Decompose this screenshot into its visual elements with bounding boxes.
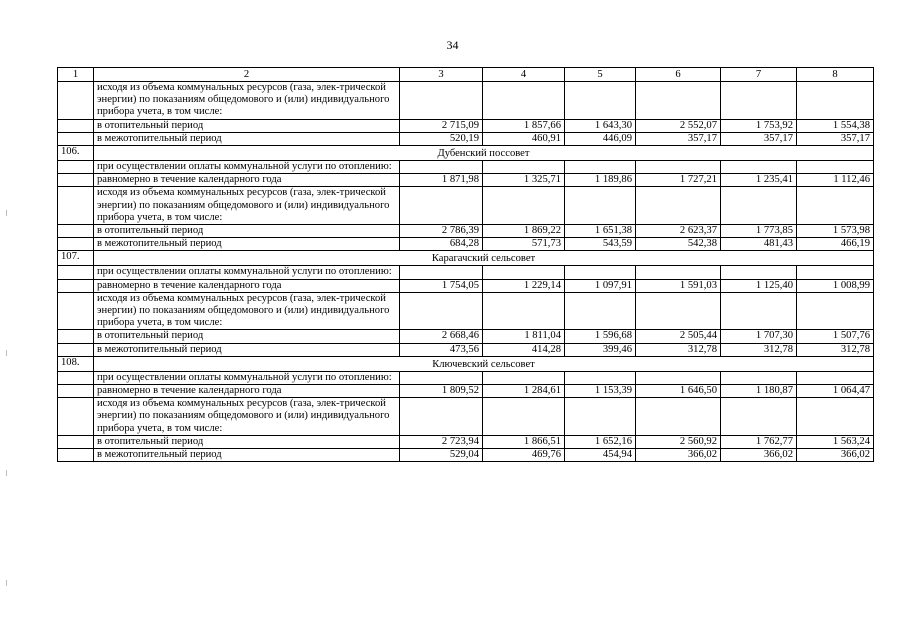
header-cell: 4 — [483, 68, 565, 82]
header-cell: 3 — [400, 68, 483, 82]
value-cell-col5: 1 189,86 — [565, 174, 636, 187]
value-cell-col4: 1 325,71 — [483, 174, 565, 187]
row-description: в межотопительный период — [94, 238, 400, 251]
label-row — [58, 161, 874, 174]
value-cell-col8: 1 064,47 — [797, 385, 874, 398]
section-title: Карагачский сельсовет — [94, 251, 874, 266]
value-cell-col7: 312,78 — [721, 343, 797, 356]
value-cell-col5 — [565, 371, 636, 384]
row-description: равномерно в течение календарного года — [94, 174, 400, 187]
row-number — [58, 266, 94, 279]
value-cell-col7: 1 235,41 — [721, 174, 797, 187]
value-cell-col4: 1 857,66 — [483, 119, 565, 132]
row-number — [58, 292, 94, 330]
row-description: исходя из объема коммунальных ресурсов (газа, элек-трической энергии) по показаниям общедомового и (или) индивидуального прибора учета, в том числе: — [94, 82, 400, 120]
value-cell-col5: 1 097,91 — [565, 279, 636, 292]
value-cell-col7: 1 753,92 — [721, 119, 797, 132]
value-cell-col6 — [636, 187, 721, 225]
value-cell-col6: 2 505,44 — [636, 330, 721, 343]
row-number — [58, 385, 94, 398]
value-cell-col6: 366,02 — [636, 449, 721, 462]
label-row — [58, 82, 874, 120]
value-cell-col5 — [565, 82, 636, 120]
value-cell-col5 — [565, 187, 636, 225]
value-cell-col4: 414,28 — [483, 343, 565, 356]
section-row — [58, 356, 874, 371]
value-cell-col6: 1 727,21 — [636, 174, 721, 187]
value-cell-col5: 1 652,16 — [565, 435, 636, 448]
label-row — [58, 371, 874, 384]
scan-edge-mark — [6, 470, 7, 476]
row-description: равномерно в течение календарного года — [94, 385, 400, 398]
row-number — [58, 161, 94, 174]
row-number: 106. — [58, 146, 94, 161]
value-cell-col7: 1 180,87 — [721, 385, 797, 398]
value-cell-col4 — [483, 266, 565, 279]
value-cell-col3 — [400, 161, 483, 174]
value-cell-col6: 2 623,37 — [636, 225, 721, 238]
value-cell-col5 — [565, 398, 636, 436]
value-cell-col3: 684,28 — [400, 238, 483, 251]
value-cell-col8: 1 563,24 — [797, 435, 874, 448]
row-number — [58, 132, 94, 145]
value-cell-col4: 469,76 — [483, 449, 565, 462]
row-number — [58, 398, 94, 436]
row-description: при осуществлении оплаты коммунальной услуги по отоплению: — [94, 371, 400, 384]
value-cell-col8: 366,02 — [797, 449, 874, 462]
row-number: 108. — [58, 356, 94, 371]
row-description: в межотопительный период — [94, 449, 400, 462]
value-cell-col6 — [636, 266, 721, 279]
row-description: в отопительный период — [94, 119, 400, 132]
section-row — [58, 146, 874, 161]
value-cell-col4 — [483, 82, 565, 120]
header-cell: 2 — [94, 68, 400, 82]
value-cell-col8: 466,19 — [797, 238, 874, 251]
page-number: 34 — [446, 38, 459, 52]
row-number — [58, 330, 94, 343]
value-cell-col8: 1 008,99 — [797, 279, 874, 292]
value-cell-col6: 542,38 — [636, 238, 721, 251]
value-cell-col3: 2 715,09 — [400, 119, 483, 132]
row-number — [58, 187, 94, 225]
row-description: при осуществлении оплаты коммунальной услуги по отоплению: — [94, 161, 400, 174]
value-cell-col7 — [721, 292, 797, 330]
value-cell-col6: 357,17 — [636, 132, 721, 145]
row-description: в отопительный период — [94, 435, 400, 448]
table-row — [58, 330, 874, 343]
value-cell-col7 — [721, 398, 797, 436]
value-cell-col8 — [797, 82, 874, 120]
value-cell-col3 — [400, 82, 483, 120]
value-cell-col8 — [797, 266, 874, 279]
value-cell-col3 — [400, 266, 483, 279]
value-cell-col7 — [721, 187, 797, 225]
value-cell-col4: 1 284,61 — [483, 385, 565, 398]
value-cell-col7: 481,43 — [721, 238, 797, 251]
value-cell-col3 — [400, 292, 483, 330]
row-description: в отопительный период — [94, 330, 400, 343]
value-cell-col5: 454,94 — [565, 449, 636, 462]
value-cell-col4: 1 869,22 — [483, 225, 565, 238]
value-cell-col5 — [565, 292, 636, 330]
value-cell-col6: 1 646,50 — [636, 385, 721, 398]
value-cell-col4: 1 229,14 — [483, 279, 565, 292]
row-number — [58, 174, 94, 187]
label-row — [58, 398, 874, 436]
value-cell-col3 — [400, 398, 483, 436]
value-cell-col4: 571,73 — [483, 238, 565, 251]
table-row — [58, 132, 874, 145]
scan-edge-mark — [6, 210, 7, 216]
value-cell-col8: 312,78 — [797, 343, 874, 356]
row-number — [58, 82, 94, 120]
value-cell-col8: 1 554,38 — [797, 119, 874, 132]
value-cell-col8 — [797, 292, 874, 330]
section-title: Дубенский поссовет — [94, 146, 874, 161]
value-cell-col4 — [483, 161, 565, 174]
value-cell-col5 — [565, 266, 636, 279]
value-cell-col8 — [797, 398, 874, 436]
value-cell-col6 — [636, 292, 721, 330]
value-cell-col6 — [636, 82, 721, 120]
row-description: исходя из объема коммунальных ресурсов (газа, элек-трической энергии) по показаниям общедомового и (или) индивидуального прибора учета, в том числе: — [94, 187, 400, 225]
value-cell-col7 — [721, 371, 797, 384]
value-cell-col4 — [483, 187, 565, 225]
value-cell-col3: 2 786,39 — [400, 225, 483, 238]
label-row — [58, 187, 874, 225]
row-number — [58, 279, 94, 292]
row-number — [58, 435, 94, 448]
row-description: в межотопительный период — [94, 343, 400, 356]
table-row — [58, 119, 874, 132]
value-cell-col7: 1 773,85 — [721, 225, 797, 238]
table-row — [58, 435, 874, 448]
row-number — [58, 343, 94, 356]
value-cell-col3: 520,19 — [400, 132, 483, 145]
table-body — [58, 68, 874, 462]
label-row — [58, 292, 874, 330]
table-row — [58, 449, 874, 462]
table-row — [58, 174, 874, 187]
table-row — [58, 279, 874, 292]
value-cell-col3: 529,04 — [400, 449, 483, 462]
header-cell: 6 — [636, 68, 721, 82]
value-cell-col7 — [721, 82, 797, 120]
value-cell-col6 — [636, 161, 721, 174]
row-number — [58, 371, 94, 384]
row-description: в отопительный период — [94, 225, 400, 238]
row-description: исходя из объема коммунальных ресурсов (газа, элек-трической энергии) по показаниям общедомового и (или) индивидуального прибора учета, в том числе: — [94, 398, 400, 436]
label-row — [58, 266, 874, 279]
section-title: Ключевский сельсовет — [94, 356, 874, 371]
table-row — [58, 343, 874, 356]
table-row — [58, 385, 874, 398]
value-cell-col5 — [565, 161, 636, 174]
value-cell-col7 — [721, 161, 797, 174]
value-cell-col7: 366,02 — [721, 449, 797, 462]
value-cell-col3: 1 871,98 — [400, 174, 483, 187]
value-cell-col6: 312,78 — [636, 343, 721, 356]
value-cell-col8: 357,17 — [797, 132, 874, 145]
value-cell-col6: 1 591,03 — [636, 279, 721, 292]
value-cell-col7: 1 125,40 — [721, 279, 797, 292]
value-cell-col6: 2 552,07 — [636, 119, 721, 132]
value-cell-col8 — [797, 187, 874, 225]
row-number — [58, 225, 94, 238]
value-cell-col5: 1 596,68 — [565, 330, 636, 343]
header-cell: 1 — [58, 68, 94, 82]
value-cell-col3: 473,56 — [400, 343, 483, 356]
header-cell: 8 — [797, 68, 874, 82]
row-description: равномерно в течение календарного года — [94, 279, 400, 292]
value-cell-col3: 2 668,46 — [400, 330, 483, 343]
value-cell-col4 — [483, 398, 565, 436]
section-row — [58, 251, 874, 266]
value-cell-col3: 1 754,05 — [400, 279, 483, 292]
tariff-table — [57, 67, 874, 462]
value-cell-col5: 543,59 — [565, 238, 636, 251]
value-cell-col4: 1 866,51 — [483, 435, 565, 448]
value-cell-col5: 1 651,38 — [565, 225, 636, 238]
value-cell-col8 — [797, 161, 874, 174]
value-cell-col8 — [797, 371, 874, 384]
value-cell-col5: 1 643,30 — [565, 119, 636, 132]
value-cell-col3 — [400, 371, 483, 384]
value-cell-col7 — [721, 266, 797, 279]
value-cell-col4 — [483, 371, 565, 384]
scan-edge-mark — [6, 580, 7, 586]
header-row — [58, 68, 874, 82]
value-cell-col5: 399,46 — [565, 343, 636, 356]
value-cell-col4: 1 811,04 — [483, 330, 565, 343]
row-description: при осуществлении оплаты коммунальной услуги по отоплению: — [94, 266, 400, 279]
value-cell-col6: 2 560,92 — [636, 435, 721, 448]
row-number — [58, 449, 94, 462]
header-cell: 5 — [565, 68, 636, 82]
header-cell: 7 — [721, 68, 797, 82]
value-cell-col3: 1 809,52 — [400, 385, 483, 398]
row-number — [58, 119, 94, 132]
value-cell-col8: 1 112,46 — [797, 174, 874, 187]
value-cell-col8: 1 507,76 — [797, 330, 874, 343]
value-cell-col7: 1 762,77 — [721, 435, 797, 448]
value-cell-col3 — [400, 187, 483, 225]
table-row — [58, 225, 874, 238]
row-description: исходя из объема коммунальных ресурсов (газа, элек-трической энергии) по показаниям общедомового и (или) индивидуального прибора учета, в том числе: — [94, 292, 400, 330]
row-number — [58, 238, 94, 251]
value-cell-col7: 357,17 — [721, 132, 797, 145]
value-cell-col5: 1 153,39 — [565, 385, 636, 398]
value-cell-col7: 1 707,30 — [721, 330, 797, 343]
value-cell-col8: 1 573,98 — [797, 225, 874, 238]
value-cell-col4 — [483, 292, 565, 330]
value-cell-col4: 460,91 — [483, 132, 565, 145]
row-number: 107. — [58, 251, 94, 266]
scan-edge-mark — [6, 350, 7, 356]
table-row — [58, 238, 874, 251]
value-cell-col6 — [636, 398, 721, 436]
value-cell-col3: 2 723,94 — [400, 435, 483, 448]
value-cell-col6 — [636, 371, 721, 384]
row-description: в межотопительный период — [94, 132, 400, 145]
value-cell-col5: 446,09 — [565, 132, 636, 145]
